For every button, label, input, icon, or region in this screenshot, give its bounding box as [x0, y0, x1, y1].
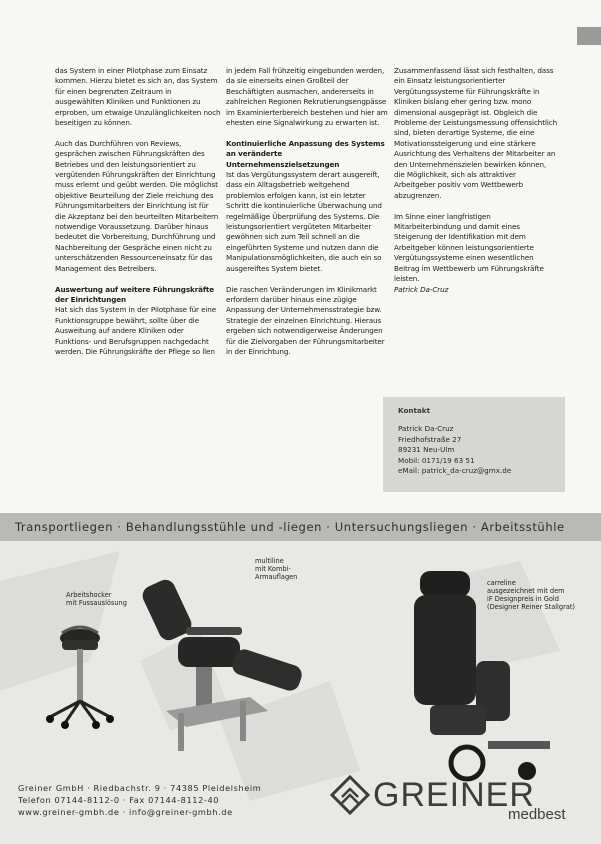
ad-banner [0, 513, 601, 541]
contact-street: Friedhofstraße 27 [398, 434, 462, 444]
contact-phone: Mobil: 0171/19 63 51 [398, 455, 475, 465]
corner-tab [577, 27, 601, 45]
brand-name: GREINER [373, 776, 535, 814]
contact-title: Kontakt [398, 406, 430, 415]
contact-email[interactable]: eMail: patrick_da-cruz@gmx.de [398, 466, 512, 476]
paragraph: Ist das Vergütungssystem derart ausgereift, dass ein Alltagsbetrieb weitgehend problemlos erfolgen kann, ist ein letzter Schritt die kontinuierliche Überwachung und regelmäßige Überprüfung des Systems. Die leistungsorientiert vergüteten Mitarbeiter gewöhnen sich zum Teil schnell an die eingeführten Systeme und nutzen dann die Manipulationsmöglichkeiten, die auch ein so ausgereiftes System bietet. [226, 170, 382, 273]
callout-recliner: carreline ausgezeichnet mit dem iF Designpreis in Gold (Designer Reiner Stallgrat) [487, 579, 575, 611]
company-footer [18, 782, 261, 818]
article-column-1 [55, 66, 221, 368]
company-web[interactable]: www.greiner-gmbh.de · info@greiner-gmbh.de [18, 807, 233, 817]
company-phone: Telefon 07144-8112-0 · Fax 07144-8112-40 [18, 795, 220, 805]
author-name: Patrick Da-Cruz [394, 284, 449, 294]
brand-subname: medbest [508, 806, 566, 823]
greiner-logo-icon [330, 775, 370, 815]
callout-chair: multiline mit Kombi- Armauflagen [255, 557, 298, 581]
article-column-3 [394, 66, 558, 295]
contact-box [383, 397, 565, 492]
section-heading: Kontinuierliche Anpassung des Systems an veränderte Unternehmenszielsetzungen [226, 138, 385, 169]
paragraph: Auch das Durchführen von Reviews, gesprächen zwischen Führungskräften des Betriebes und den leistungsorientiert zu vergütenden Führungskräften der Einrichtung muss erlernt und geübt werden. Die möglichst objektive Beurteilung der Ziele rreichung des Führungsmitarbeiters der Einrichtung ist für die Akzeptanz bei den beurteilten Mitarbeitern notwendige Voraussetzung. Darüber hinaus bedeutet die Vorbereitung, Durchführung und Nachbereitung der Gespräche einen nicht zu unterschätzenden Ressourceneinsatz für das Management des Betreibers. [55, 138, 219, 273]
paragraph: das System in einer Pilotphase zum Einsatz kommen. Hierzu bietet es sich an, das System für einen begrenzten Zeitraum in ausgewählten Kliniken und Funktionen zu erproben, um etwaige Unzulänglichkeiten noch beseitigen zu können. [55, 66, 221, 128]
contact-name: Patrick Da-Cruz [398, 424, 454, 433]
contact-city: 89231 Neu-Ulm [398, 445, 455, 455]
ad-banner-text: Transportliegen · Behandlungsstühle und -liegen · Untersuchungsliegen · Arbeitsstühle [15, 520, 565, 534]
paragraph: Im Sinne einer langfristigen Mitarbeiterbindung und damit eines Steigerung der Identifikation mit dem Arbeitgeber können leistungsorientierte Vergütungssysteme einen wesentlichen Beitrag im Wettbewerb um Führungskräfte leisten. [394, 211, 544, 284]
article-column-2 [226, 66, 388, 368]
section-heading: Auswertung auf weitere Führungskräfte der Einrichtungen [55, 284, 215, 304]
paragraph: Zusammenfassend lässt sich festhalten, dass ein Einsatz leistungsorientierter Vergütungssysteme für Führungskräfte in Kliniken bislang eher gering bzw. mono dimensional ausgeprägt ist. Obgleich die Probleme der Leistungsmessung offensichtlich sind, bieten derartige Systeme, die eine Motivationssteigerung und eine stärkere Ausrichtung des Verhaltens der Mitarbeiter an den Unternehmenszielen bewirken können, die Möglichkeit, sich als attraktiver Arbeitgeber positiv vom Wettbewerb abzugrenzen. [394, 66, 558, 200]
paragraph: Die raschen Veränderungen im Klinikmarkt erfordern darüber hinaus eine zügige Anpassung der Unternehmensstrategie bzw. Strategie der einzelnen Einrichtung. Hieraus ergeben sich notwendigerweise Änderungen für die Zielvorgaben der Führungsmitarbeiter in der Einrichtung. [226, 284, 385, 356]
advertisement [0, 513, 601, 844]
paragraph: Hat sich das System in der Pilotphase für eine Funktionsgruppe bewährt, sollte über die Ausweitung auf andere Kliniken oder Funktions- und Berufsgruppen nachgedacht werden. Die Führungskräfte der Pflege so llen [55, 305, 217, 356]
paragraph: in jedem Fall frühzeitig eingebunden werden, da sie einerseits einen Großteil der Beschäftigten ausmachen, andererseits in zahlreichen Regionen Rekrutierungsengpässe im Examinierterbereich bestehen und hier am ehesten eine Signalwirkung zu erwarten ist. [226, 66, 388, 128]
callout-stool: Arbeitshocker mit Fussauslösung [66, 591, 127, 607]
company-address: Greiner GmbH · Riedbachstr. 9 · 74385 Pleidelsheim [18, 783, 262, 793]
